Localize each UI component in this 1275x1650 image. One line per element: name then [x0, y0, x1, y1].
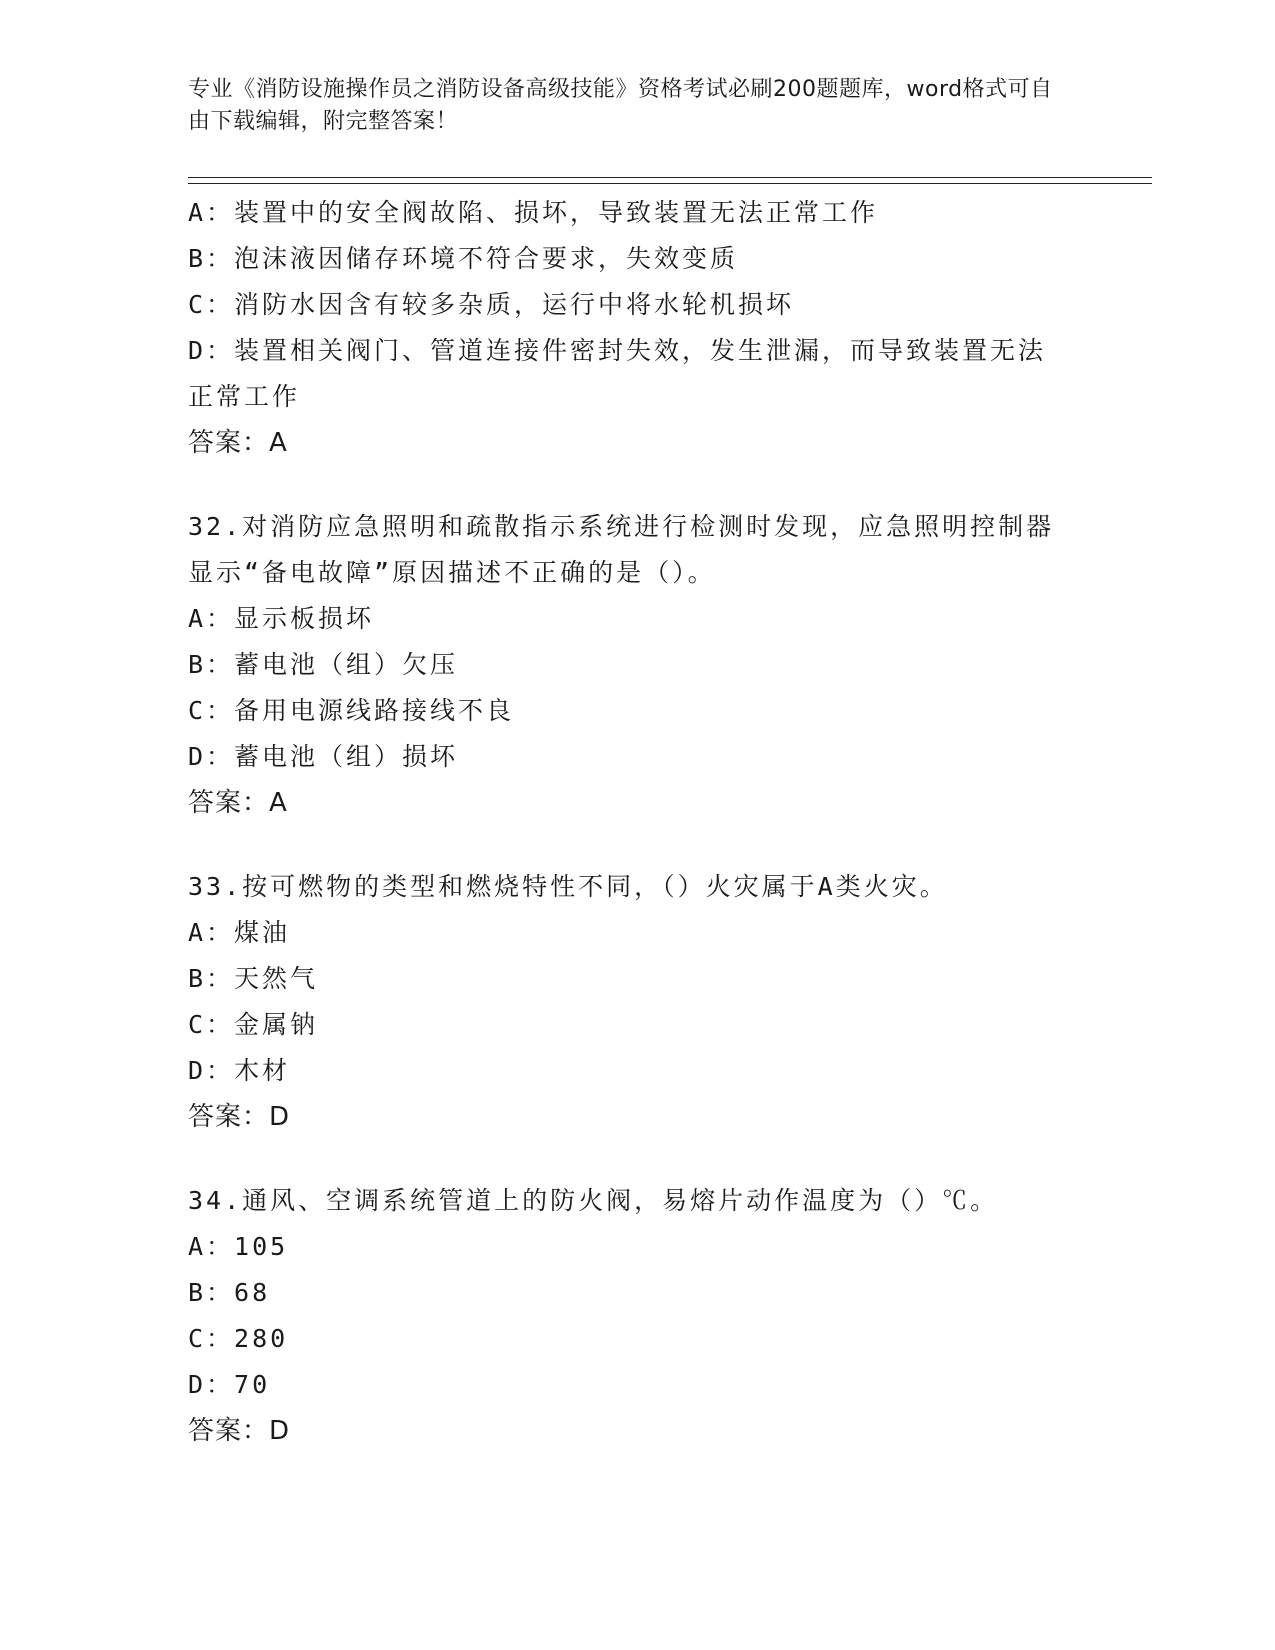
option-a: A：装置中的安全阀故陷、损坏，导致装置无法正常工作: [188, 198, 879, 227]
option-b: B：68: [188, 1278, 271, 1307]
answer: 答案：A: [188, 788, 288, 818]
option-c: C：备用电源线路接线不良: [188, 696, 515, 725]
option-b: B：泡沫液因储存环境不符合要求，失效变质: [188, 244, 739, 273]
question-text: 32.对消防应急照明和疏散指示系统进行检测时发现，应急照明控制器显示“备电故障”原因描述不正确的是（）。: [188, 512, 1055, 587]
document-header: 专业《消防设施操作员之消防设备高级技能》资格考试必刷200题题库，word格式可自由下载编辑，附完整答案！: [188, 77, 1053, 134]
answer: 答案：A: [188, 428, 288, 458]
option-c: C：消防水因含有较多杂质，运行中将水轮机损坏: [188, 290, 795, 319]
question-31-continued: [188, 190, 1068, 466]
option-a: A：显示板损坏: [188, 604, 375, 633]
option-d: D：装置相关阀门、管道连接件密封失效，发生泄漏，而导致装置无法正常工作: [188, 336, 1047, 411]
question-32: [188, 504, 1068, 826]
option-a: A：105: [188, 1232, 289, 1261]
answer: 答案：D: [188, 1416, 291, 1446]
question-text: 33.按可燃物的类型和燃烧特性不同，（）火灾属于A类火灾。: [188, 872, 948, 901]
option-d: D：蓄电池（组）损坏: [188, 742, 459, 771]
question-34: [188, 1178, 1068, 1454]
question-list: [188, 190, 1068, 1454]
option-d: D：木材: [188, 1056, 291, 1085]
option-c: C：280: [188, 1324, 289, 1353]
option-c: C：金属钠: [188, 1010, 319, 1039]
answer: 答案：D: [188, 1102, 291, 1132]
option-d: D：70: [188, 1370, 271, 1399]
header-divider-top: [188, 177, 1152, 178]
question-text: 34.通风、空调系统管道上的防火阀，易熔片动作温度为（）℃。: [188, 1186, 999, 1215]
question-33: [188, 864, 1068, 1140]
header-divider-bottom: [188, 183, 1152, 184]
option-b: B：蓄电池（组）欠压: [188, 650, 459, 679]
option-a: A：煤油: [188, 918, 291, 947]
option-b: B：天然气: [188, 964, 319, 993]
